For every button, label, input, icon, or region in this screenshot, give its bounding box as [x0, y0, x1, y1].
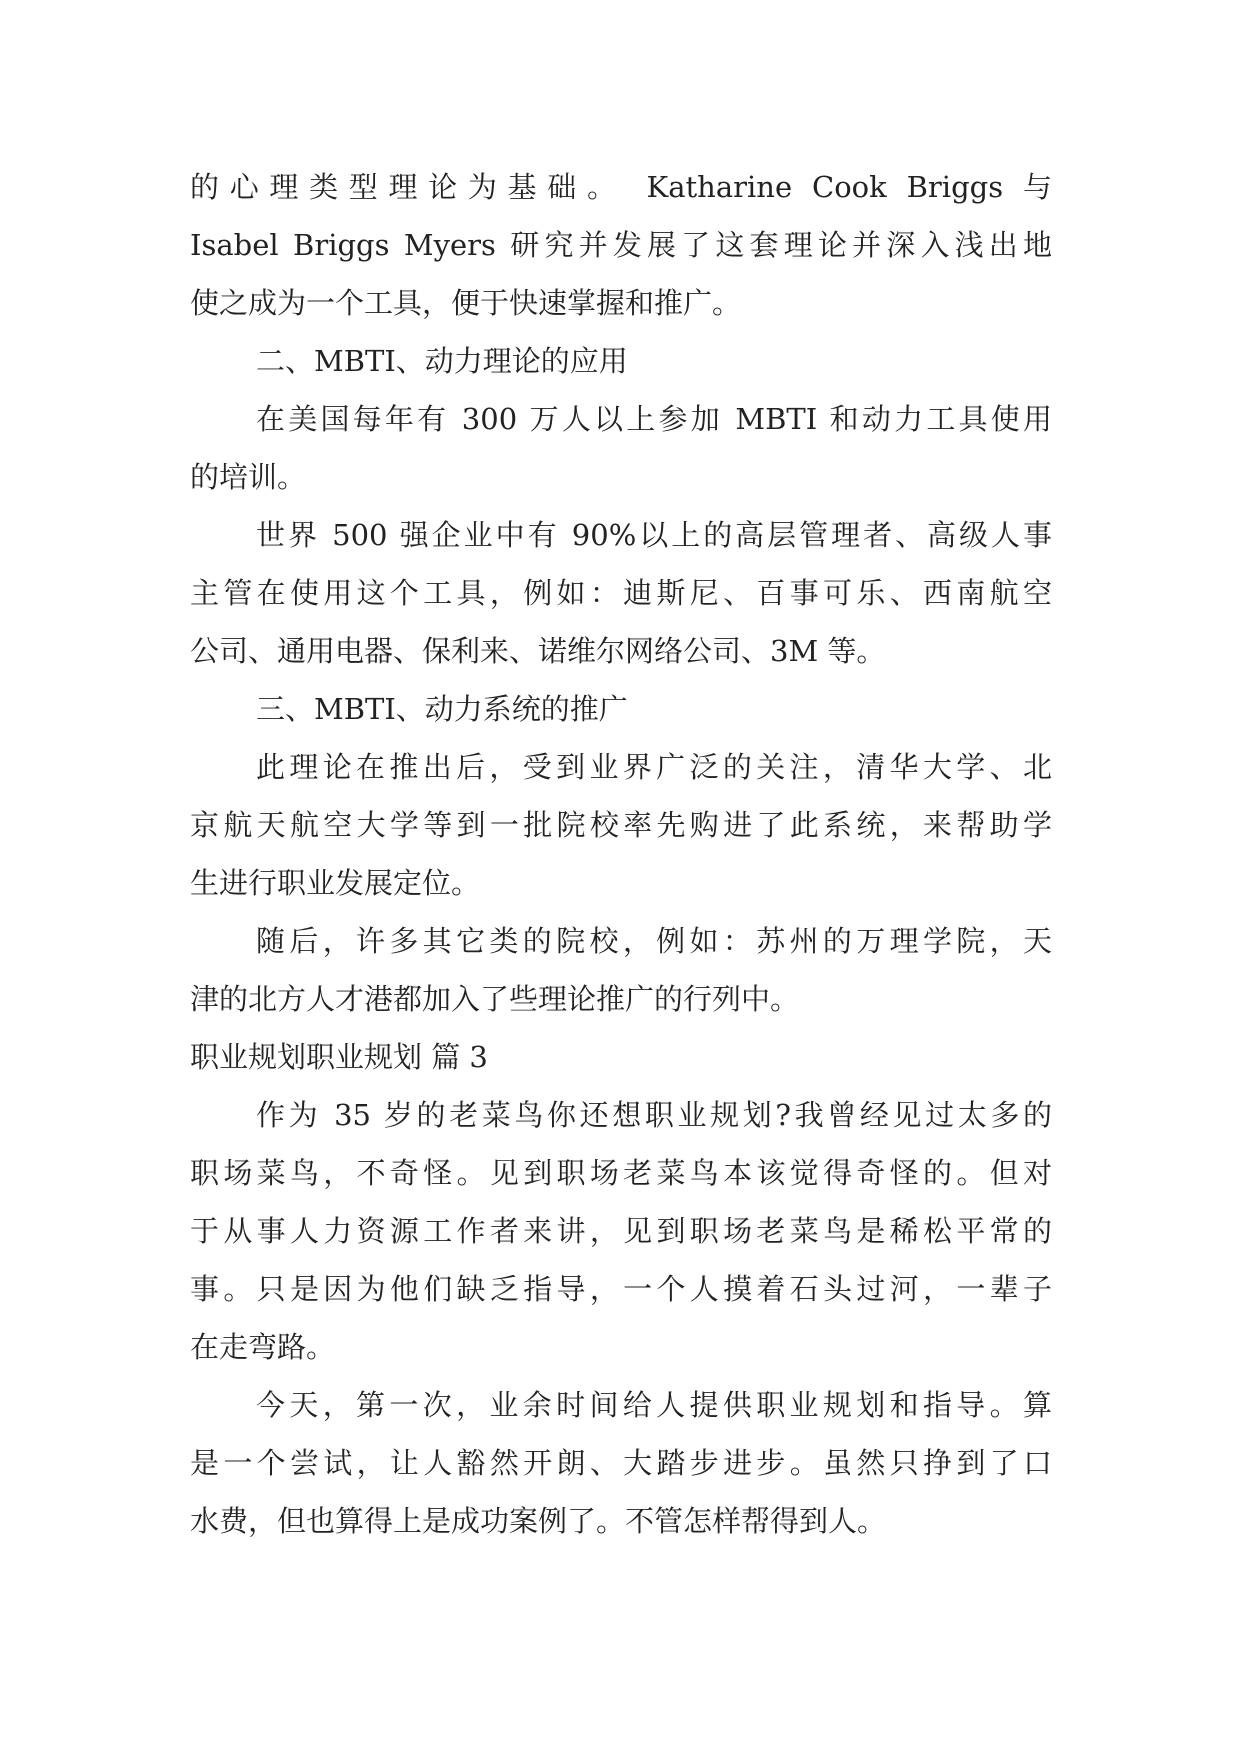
- text-line: 此理论在推出后，受到业界广泛的关注，清华大学、北: [256, 750, 1052, 784]
- text-line: 事。只是因为他们缺乏指导，一个人摸着石头过河，一辈子: [190, 1272, 1052, 1306]
- article-heading: 职业规划职业规划 篇 3: [190, 1040, 488, 1074]
- text-line: 作为 35 岁的老菜鸟你还想职业规划?我曾经见过太多的: [256, 1098, 1052, 1132]
- text-line: 生进行职业发展定位。: [190, 866, 481, 900]
- text-line: 职场菜鸟，不奇怪。见到职场老菜鸟本该觉得奇怪的。但对: [190, 1156, 1052, 1190]
- text-line: 津的北方人才港都加入了些理论推广的行列中。: [190, 982, 800, 1016]
- text-line: 世界 500 强企业中有 90%以上的高层管理者、高级人事: [256, 518, 1052, 552]
- text-line: 水费，但也算得上是成功案例了。不管怎样帮得到人。: [190, 1504, 887, 1538]
- text-line: 的心理类型理论为基础。 Katharine Cook Briggs 与: [190, 170, 1052, 204]
- text-line: 的培训。: [190, 460, 307, 494]
- text-line: 京航天航空大学等到一批院校率先购进了此系统，来帮助学: [190, 808, 1052, 842]
- text-line: 是一个尝试，让人豁然开朗、大踏步进步。虽然只挣到了口: [190, 1446, 1052, 1480]
- text-line: 今天，第一次，业余时间给人提供职业规划和指导。算: [256, 1388, 1052, 1422]
- section-heading: 二、MBTI、动力理论的应用: [256, 344, 628, 378]
- text-line: 在美国每年有 300 万人以上参加 MBTI 和动力工具使用: [256, 402, 1052, 436]
- text-line: 随后，许多其它类的院校，例如：苏州的万理学院，天: [256, 924, 1052, 958]
- text-line: 在走弯路。: [190, 1330, 336, 1364]
- text-line: 主管在使用这个工具，例如：迪斯尼、百事可乐、西南航空: [190, 576, 1052, 610]
- text-line: Isabel Briggs Myers 研究并发展了这套理论并深入浅出地: [190, 228, 1052, 262]
- section-heading: 三、MBTI、动力系统的推广: [256, 692, 628, 726]
- text-line: 于从事人力资源工作者来讲，见到职场老菜鸟是稀松平常的: [190, 1214, 1052, 1248]
- text-line: 使之成为一个工具，便于快速掌握和推广。: [190, 286, 742, 320]
- text-line: 公司、通用电器、保利来、诺维尔网络公司、3M 等。: [190, 634, 886, 668]
